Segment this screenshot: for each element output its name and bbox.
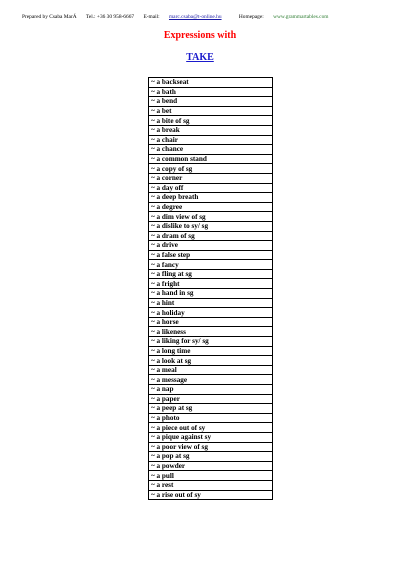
- table-row: [149, 337, 273, 347]
- table-row: [149, 365, 273, 375]
- expression-cell: ~ a look at sg: [149, 356, 273, 366]
- table-row: [149, 452, 273, 462]
- expression-cell: ~ a peep at sg: [149, 404, 273, 414]
- expression-cell: ~ a fling at sg: [149, 269, 273, 279]
- prepared-by: Prepared by Csaba MarÁ: [22, 14, 77, 20]
- expression-cell: ~ a day off: [149, 183, 273, 193]
- table-row: [149, 202, 273, 212]
- page-header: [22, 14, 382, 21]
- expression-cell: ~ a message: [149, 375, 273, 385]
- page-subtitle: TAKE: [186, 52, 214, 63]
- email-block: [143, 14, 230, 20]
- expression-cell: ~ a chance: [149, 145, 273, 155]
- table-row: [149, 432, 273, 442]
- expression-cell: ~ a pique against sy: [149, 432, 273, 442]
- table-row: [149, 173, 273, 183]
- expression-cell: ~ a copy of sg: [149, 164, 273, 174]
- table-row: [149, 461, 273, 471]
- expression-cell: ~ a poor view of sg: [149, 442, 273, 452]
- expressions-table: [148, 77, 273, 500]
- table-row: [149, 279, 273, 289]
- page-title: Expressions with: [163, 30, 237, 41]
- expression-cell: ~ a long time: [149, 346, 273, 356]
- expression-cell: ~ a false step: [149, 250, 273, 260]
- expression-cell: ~ a break: [149, 125, 273, 135]
- expression-cell: ~ a rest: [149, 480, 273, 490]
- expression-cell: ~ a nap: [149, 385, 273, 395]
- table-row: [149, 106, 273, 116]
- expression-cell: ~ a hint: [149, 298, 273, 308]
- table-row: [149, 212, 273, 222]
- homepage-link[interactable]: www.grammartables.com: [273, 14, 329, 20]
- table-row: [149, 308, 273, 318]
- expression-cell: ~ a paper: [149, 394, 273, 404]
- table-row: [149, 404, 273, 414]
- table-row: [149, 145, 273, 155]
- homepage-label: Homepage:: [238, 14, 264, 20]
- table-row: [149, 116, 273, 126]
- table-row: [149, 193, 273, 203]
- expression-cell: ~ a common stand: [149, 154, 273, 164]
- expression-cell: ~ a fancy: [149, 260, 273, 270]
- table-row: [149, 413, 273, 423]
- expression-cell: ~ a holiday: [149, 308, 273, 318]
- expression-cell: ~ a meal: [149, 365, 273, 375]
- expression-cell: ~ a hand in sg: [149, 289, 273, 299]
- expression-cell: ~ a likeness: [149, 327, 273, 337]
- expression-cell: ~ a backseat: [149, 78, 273, 88]
- expression-cell: ~ a bath: [149, 87, 273, 97]
- table-row: [149, 241, 273, 251]
- expression-cell: ~ a dislike to sy/ sg: [149, 221, 273, 231]
- table-row: [149, 490, 273, 500]
- table-row: [149, 260, 273, 270]
- expression-cell: ~ a dim view of sg: [149, 212, 273, 222]
- table-row: [149, 87, 273, 97]
- table-row: [149, 480, 273, 490]
- expression-cell: ~ a photo: [149, 413, 273, 423]
- table-row: [149, 183, 273, 193]
- expression-cell: ~ a liking for sy/ sg: [149, 337, 273, 347]
- table-row: [149, 231, 273, 241]
- table-row: [149, 423, 273, 433]
- table-row: [149, 471, 273, 481]
- table-row: [149, 346, 273, 356]
- table-row: [149, 375, 273, 385]
- telephone: Tel.: +36 30 958-6667: [85, 14, 135, 20]
- table-row: [149, 78, 273, 88]
- expression-cell: ~ a piece out of sy: [149, 423, 273, 433]
- table-row: [149, 164, 273, 174]
- expression-cell: ~ a pull: [149, 471, 273, 481]
- expression-cell: ~ a fright: [149, 279, 273, 289]
- table-row: [149, 394, 273, 404]
- table-row: [149, 317, 273, 327]
- expression-cell: ~ a horse: [149, 317, 273, 327]
- expression-cell: ~ a chair: [149, 135, 273, 145]
- expression-cell: ~ a powder: [149, 461, 273, 471]
- homepage-block: [239, 14, 337, 20]
- expressions-table-body: [149, 78, 273, 500]
- table-row: [149, 385, 273, 395]
- table-row: [149, 289, 273, 299]
- expression-cell: ~ a bend: [149, 97, 273, 107]
- expression-cell: ~ a pop at sg: [149, 452, 273, 462]
- expression-cell: ~ a bite of sg: [149, 116, 273, 126]
- table-row: [149, 250, 273, 260]
- expression-cell: ~ a deep breath: [149, 193, 273, 203]
- table-row: [149, 356, 273, 366]
- expression-cell: ~ a degree: [149, 202, 273, 212]
- table-row: [149, 298, 273, 308]
- expression-cell: ~ a rise out of sy: [149, 490, 273, 500]
- table-row: [149, 221, 273, 231]
- table-row: [149, 154, 273, 164]
- table-row: [149, 269, 273, 279]
- expression-cell: ~ a dram of sg: [149, 231, 273, 241]
- table-row: [149, 125, 273, 135]
- table-row: [149, 135, 273, 145]
- email-link[interactable]: marc.csaba@t-online.hu: [168, 14, 222, 20]
- email-label: E-mail:: [143, 14, 160, 20]
- expression-cell: ~ a bet: [149, 106, 273, 116]
- expression-cell: ~ a drive: [149, 241, 273, 251]
- table-row: [149, 327, 273, 337]
- table-row: [149, 442, 273, 452]
- expression-cell: ~ a corner: [149, 173, 273, 183]
- table-row: [149, 97, 273, 107]
